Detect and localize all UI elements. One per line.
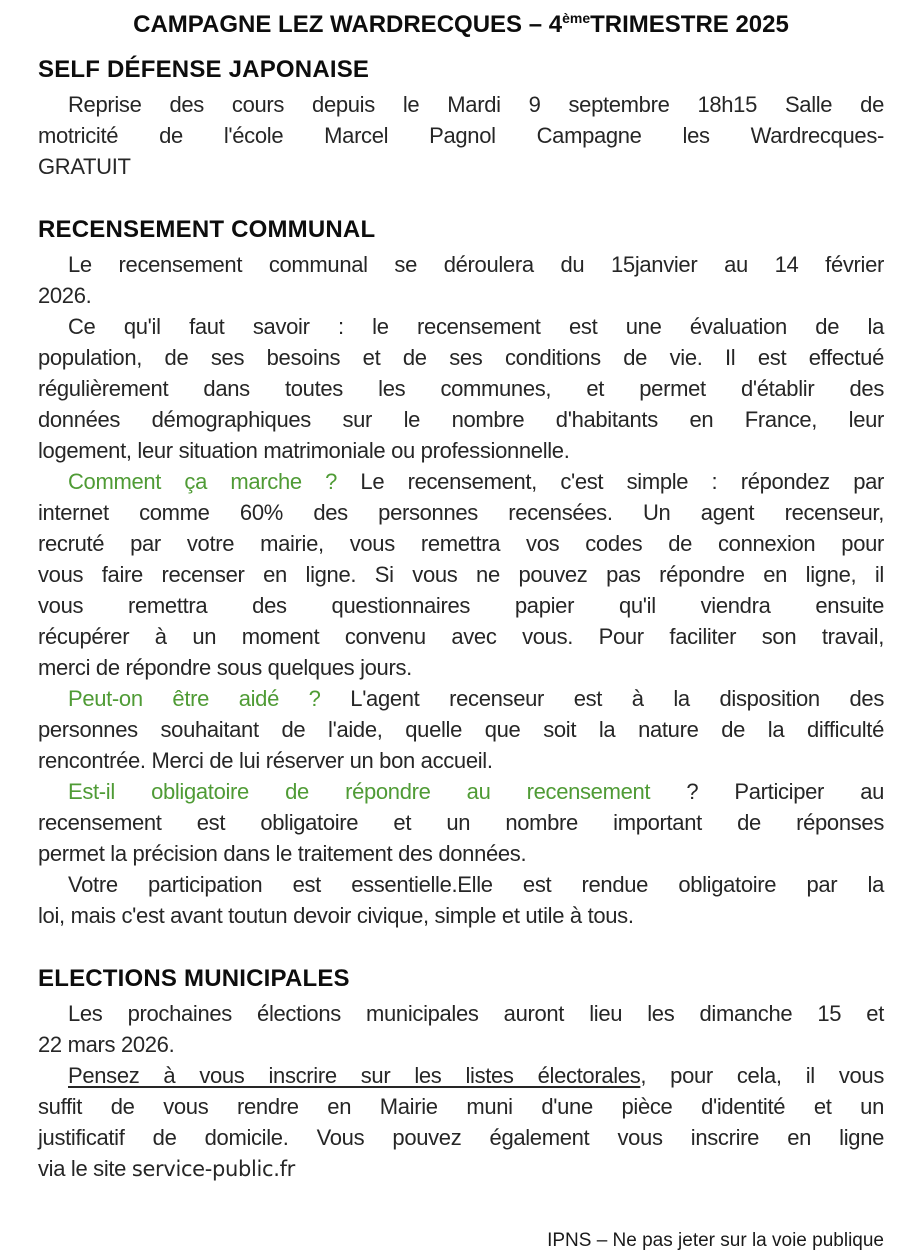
text-segment: loi, mais c'est avant toutun devoir civique, simple et utile à tous. [38,903,634,928]
text-line [38,807,884,838]
text-line [38,559,884,590]
text-line [38,998,884,1029]
text-segment: suffit de vous rendre en Mairie muni d'une pièce d'identité et un [38,1094,884,1119]
text-line [38,683,884,714]
text-segment: recensement est obligatoire et un nombre important de réponses [38,810,884,835]
text-segment: Le recensement, c'est simple : répondez par [337,469,884,494]
text-line [38,621,884,652]
website-name: service-public.fr [131,1157,295,1181]
title-text-end: TRIMESTRE 2025 [590,11,789,38]
text-segment: L'agent recenseur est à la disposition des [320,686,885,711]
text-line [38,342,884,373]
paragraph [38,869,884,931]
section [38,55,884,182]
paragraph [38,1060,884,1185]
text-segment: GRATUIT [38,154,131,179]
question-lead: Comment ça marche ? [68,469,338,494]
text-segment: vous faire recenser en ligne. Si vous ne pouvez pas répondre en ligne, il [38,562,884,587]
text-line [38,1060,884,1091]
text-segment: motricité de l'école Marcel Pagnol Campagne les Wardrecques- [38,123,884,148]
text-line [38,528,884,559]
text-line [38,497,884,528]
text-segment: justificatif de domicile. Vous pouvez également vous inscrire en ligne [38,1125,884,1150]
text-segment: récupérer à un moment convenu avec vous. Pour faciliter son travail, [38,624,884,649]
paragraph [38,249,884,311]
text-line [38,1153,884,1185]
text-line [38,838,884,869]
text-line [38,869,884,900]
footer-note: IPNS – Ne pas jeter sur la voie publique [547,1230,884,1251]
section-heading: ELECTIONS MUNICIPALES [38,965,350,992]
text-segment: via le site [38,1156,132,1181]
text-line [38,776,884,807]
text-segment: Ce qu'il faut savoir : le recensement est une évaluation de la [68,314,884,339]
text-segment: Reprise des cours depuis le Mardi 9 septembre 18h15 Salle de [68,92,884,117]
section [38,964,884,1185]
text-segment: recruté par votre mairie, vous remettra vos codes de connexion pour [38,531,884,556]
paragraph [38,311,884,466]
text-line [38,280,884,311]
text-line [38,652,884,683]
text-segment: population, de ses besoins et de ses conditions de vie. Il est effectué [38,345,884,370]
text-line [38,466,884,497]
text-line [38,590,884,621]
text-segment: Votre participation est essentielle.Elle est rendue obligatoire par la [68,872,884,897]
paragraph [38,776,884,869]
text-line [38,404,884,435]
text-line [38,120,884,151]
text-segment: personnes souhaitant de l'aide, quelle que soit la nature de la difficulté [38,717,884,742]
text-segment: Le recensement communal se déroulera du 15janvier au 14 février [68,252,884,277]
title-superscript: ème [562,10,591,26]
underlined-phrase: Pensez à vous inscrire sur les listes électorales [68,1063,641,1088]
section-heading: SELF DÉFENSE JAPONAISE [38,56,370,83]
question-lead: Est-il obligatoire de répondre au recensement [68,779,651,804]
text-line [38,900,884,931]
section [38,215,884,931]
text-segment: , pour cela, il vous [640,1063,884,1088]
text-segment: régulièrement dans toutes les communes, et permet d'établir des [38,376,884,401]
text-line [38,373,884,404]
question-lead: Peut-on être aidé ? [68,686,321,711]
text-line [38,714,884,745]
text-line [38,151,884,182]
text-line [38,435,884,466]
text-segment: 2026. [38,283,92,308]
text-line [38,1122,884,1153]
text-line [38,311,884,342]
text-line [38,89,884,120]
text-segment: rencontrée. Merci de lui réserver un bon accueil. [38,748,493,773]
text-segment: permet la précision dans le traitement des données. [38,841,527,866]
document-body [38,55,884,1185]
text-segment: vous remettra des questionnaires papier qu'il viendra ensuite [38,593,884,618]
section-heading: RECENSEMENT COMMUNAL [38,216,376,243]
paragraph [38,89,884,182]
text-segment: merci de répondre sous quelques jours. [38,655,412,680]
page-title [38,10,884,42]
text-line [38,745,884,776]
text-line [38,1091,884,1122]
text-segment: 22 mars 2026. [38,1032,175,1057]
text-segment: ? Participer au [650,779,885,804]
title-text: CAMPAGNE LEZ WARDRECQUES – 4 [133,11,563,38]
paragraph [38,998,884,1060]
text-segment: Les prochaines élections municipales auront lieu les dimanche 15 et [68,1001,884,1026]
text-line [38,1029,884,1060]
text-segment: logement, leur situation matrimoniale ou professionnelle. [38,438,570,463]
paragraph [38,683,884,776]
text-segment: données démographiques sur le nombre d'habitants en France, leur [38,407,884,432]
text-line [38,249,884,280]
text-segment: internet comme 60% des personnes recensées. Un agent recenseur, [38,500,884,525]
paragraph [38,466,884,683]
